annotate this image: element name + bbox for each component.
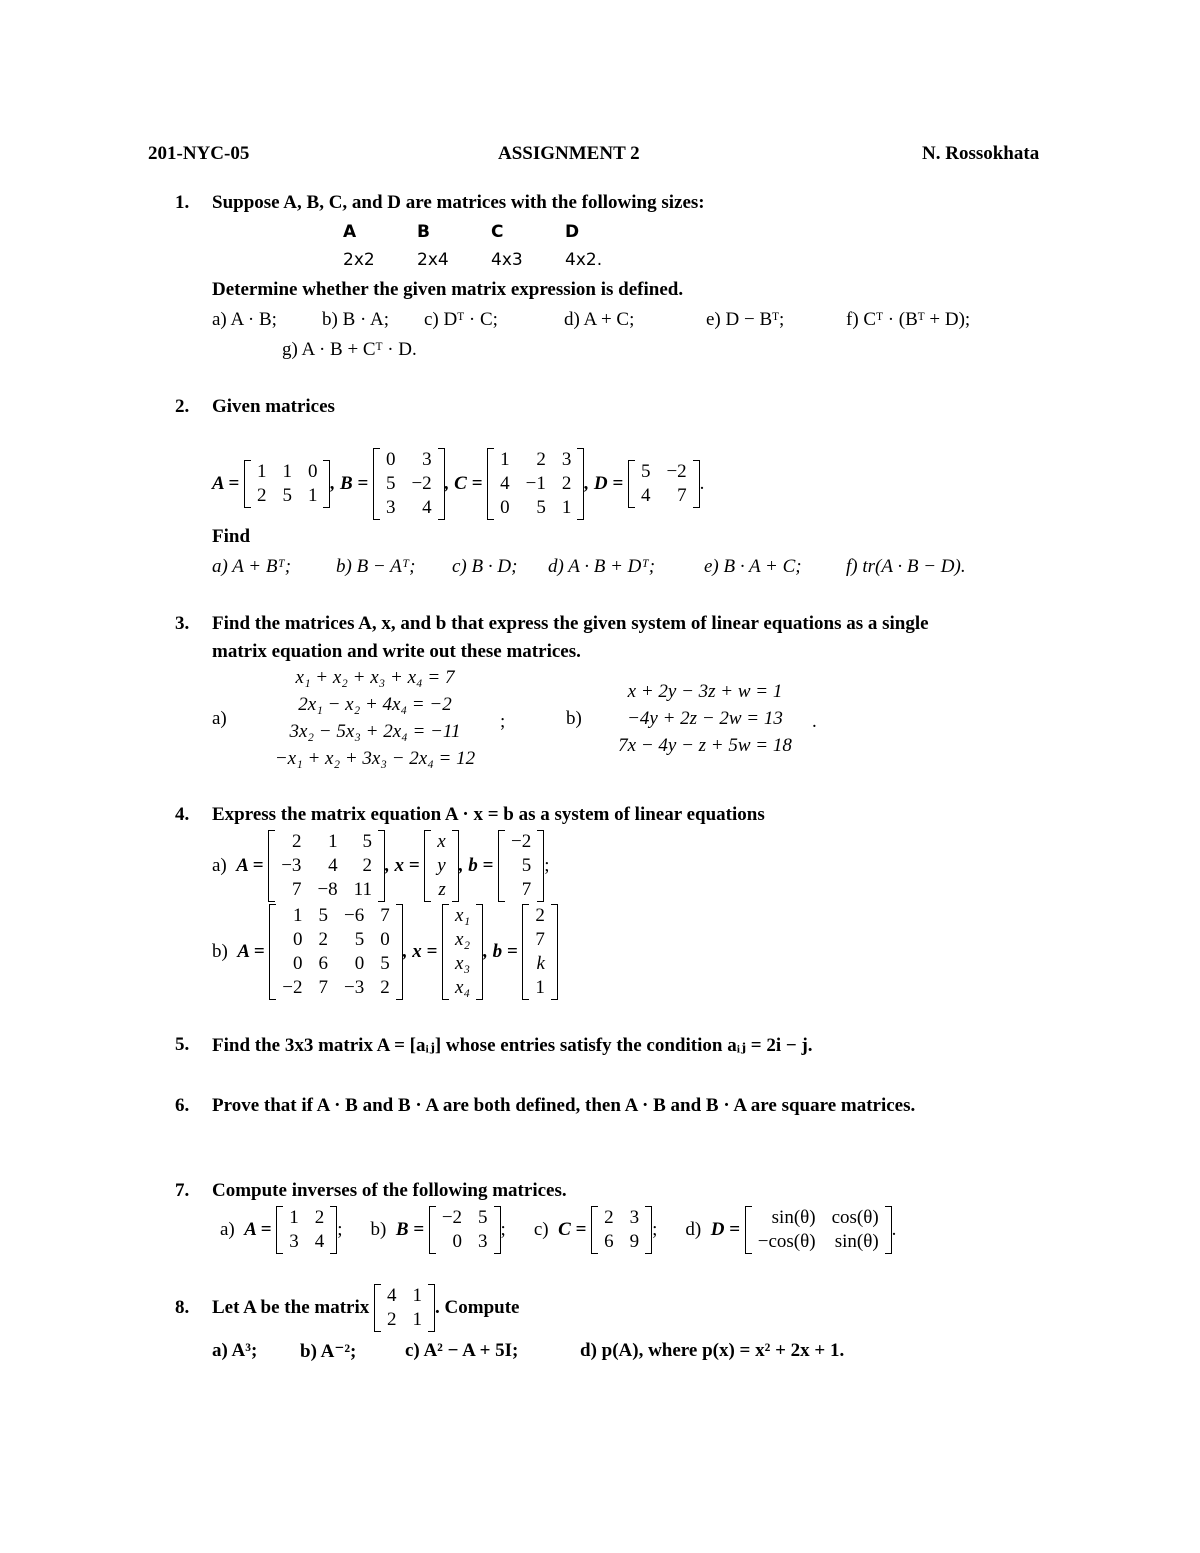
q7-number: 7. xyxy=(175,1180,190,1201)
matrix-cell: 0 xyxy=(452,1231,463,1252)
matrix-cell: −2 xyxy=(441,1207,463,1228)
vector-x xyxy=(424,830,458,902)
q2-item: c) B · D; xyxy=(452,556,518,577)
q2-item: e) B · A + C; xyxy=(704,556,802,577)
q2-find: Find xyxy=(212,526,251,547)
label-c: C = xyxy=(558,1219,587,1240)
label-b: , b = xyxy=(458,855,494,876)
q2-number: 2. xyxy=(175,396,190,417)
label-c: , C = xyxy=(444,473,483,494)
matrix-cell: 11 xyxy=(353,879,372,900)
q8-item: a) A³; xyxy=(212,1340,258,1361)
matrix-cell: 1 xyxy=(282,461,292,482)
q6-number: 6. xyxy=(175,1095,190,1116)
matrix-cell: cos(θ) xyxy=(831,1207,879,1228)
matrix-cell: 2 xyxy=(387,1309,397,1330)
matrix-c xyxy=(591,1206,652,1254)
q1-item: c) Dᵀ · C; xyxy=(424,309,498,330)
label-b: B = xyxy=(395,1219,425,1240)
q7-prompt: Compute inverses of the following matrices. xyxy=(212,1180,567,1201)
matrix-cell: 2 xyxy=(362,855,372,876)
label-b: , B = xyxy=(330,473,369,494)
label-d: , D = xyxy=(584,473,624,494)
matrix-cell: 0 xyxy=(500,497,510,518)
matrix-a xyxy=(268,830,385,902)
equation: 7x − 4y − z + 5w = 18 xyxy=(618,735,792,756)
matrix-cell: 2 xyxy=(256,485,267,506)
semicolon: ; xyxy=(337,1219,343,1240)
matrix-c xyxy=(487,448,584,520)
matrix-cell: 1 xyxy=(256,461,267,482)
matrix-cell: x₂ xyxy=(455,929,471,950)
q4-prompt: Express the matrix equation A · x = b as a system of linear equations xyxy=(212,804,765,825)
q3b-system xyxy=(590,678,820,759)
q4a-label: a) xyxy=(212,855,227,876)
matrix-cell: 7 xyxy=(318,977,328,998)
q1-item: f) Cᵀ · (Bᵀ + D); xyxy=(846,309,971,330)
equation: −x₁ + x₂ + 3x₃ − 2x₄ = 12 xyxy=(274,748,476,769)
matrix-cell: 4 xyxy=(328,855,338,876)
matrix-cell: 1 xyxy=(535,977,545,998)
matrix-cell: 2 xyxy=(380,977,390,998)
matrix-cell: 0 xyxy=(307,461,318,482)
label-a: A = xyxy=(237,941,265,962)
label-d: D = xyxy=(710,1219,741,1240)
matrix-a xyxy=(374,1284,435,1332)
matrix-cell: 3 xyxy=(561,449,572,470)
matrix-cell: −1 xyxy=(525,473,546,494)
vector-b xyxy=(522,904,558,1000)
q2-item: b) B − Aᵀ; xyxy=(336,556,416,577)
q7a-label: a) xyxy=(220,1219,235,1240)
matrix-cell: 1 xyxy=(289,1207,299,1228)
q1-item: a) A · B; xyxy=(212,309,277,330)
matrix-cell: 9 xyxy=(629,1231,640,1252)
matrix-cell: 5 xyxy=(380,953,390,974)
q1-size-table xyxy=(342,221,638,277)
size-name: B xyxy=(417,222,430,242)
matrix-cell: 4 xyxy=(640,485,651,506)
q4-number: 4. xyxy=(175,804,190,825)
matrix-cell: 5 xyxy=(385,473,396,494)
q7d-label: d) xyxy=(685,1219,702,1240)
matrix-cell: z xyxy=(438,879,446,900)
q2-item: f) tr(A · B − D). xyxy=(846,556,966,577)
matrix-cell: −3 xyxy=(281,855,302,876)
q8-item: b) A⁻²; xyxy=(300,1341,357,1362)
matrix-cell: −2 xyxy=(511,831,532,852)
matrix-cell: 5 xyxy=(354,929,365,950)
period: . xyxy=(699,473,705,494)
equation: 3x₂ − 5x₃ + 2x₄ = −11 xyxy=(289,721,461,742)
label-a: A = xyxy=(212,473,240,494)
matrix-cell: k xyxy=(536,953,545,974)
q2-item: a) A + Bᵀ; xyxy=(212,556,292,577)
q4a-equation xyxy=(212,830,550,902)
q7c-label: c) xyxy=(533,1219,549,1240)
matrix-cell: 5 xyxy=(362,831,372,852)
matrix-cell: 1 xyxy=(412,1285,423,1306)
matrix-cell: 7 xyxy=(291,879,302,900)
size-value: 2x4 xyxy=(417,250,449,270)
q7b-label: b) xyxy=(370,1219,387,1240)
matrix-cell: 5 xyxy=(521,855,532,876)
matrix-cell: 7 xyxy=(677,485,687,506)
label-a: A = xyxy=(236,855,264,876)
matrix-cell: 4 xyxy=(314,1231,325,1252)
q3b-label: b) xyxy=(566,708,582,729)
matrix-a xyxy=(269,904,402,1000)
matrix-cell: 3 xyxy=(422,449,432,470)
matrix-cell: 4 xyxy=(422,497,432,518)
q3a-system xyxy=(240,664,510,772)
matrix-a xyxy=(244,460,331,508)
q1-item: b) B · A; xyxy=(322,309,390,330)
matrix-cell: 1 xyxy=(412,1309,423,1330)
equation: x₁ + x₂ + x₃ + x₄ = 7 xyxy=(295,667,455,688)
q3-prompt-line1: Find the matrices A, x, and b that express the given system of linear equations as a single xyxy=(212,613,929,634)
label-x: , x = xyxy=(384,855,420,876)
q8-prompt: Let A be the matrix xyxy=(212,1297,370,1318)
matrix-cell: 5 xyxy=(282,485,292,506)
q2-matrices xyxy=(212,448,704,520)
q3a-end: ; xyxy=(500,711,506,732)
size-name: C xyxy=(491,222,504,242)
q8-item: c) A² − A + 5I; xyxy=(405,1340,519,1361)
equation: −4y + 2z − 2w = 13 xyxy=(627,708,783,729)
matrix-cell: 2 xyxy=(291,831,302,852)
q1-item: e) D − Bᵀ; xyxy=(706,309,785,330)
semicolon: ; xyxy=(652,1219,658,1240)
matrix-cell: 2 xyxy=(561,473,572,494)
q1-number: 1. xyxy=(175,192,190,213)
label-b: , b = xyxy=(483,941,518,962)
q1-item: g) A · B + Cᵀ · D. xyxy=(282,339,417,360)
q4b-label: b) xyxy=(212,941,228,962)
matrix-cell: 0 xyxy=(293,929,303,950)
q2-item: d) A · B + Dᵀ; xyxy=(548,556,656,577)
period: . xyxy=(891,1219,897,1240)
q3b-end: . xyxy=(812,711,817,732)
matrix-cell: −2 xyxy=(282,977,303,998)
matrix-cell: 1 xyxy=(500,449,510,470)
matrix-cell: 2 xyxy=(535,905,545,926)
matrix-cell: 3 xyxy=(629,1207,640,1228)
size-value: 2x2 xyxy=(343,250,375,270)
q5-number: 5. xyxy=(175,1034,190,1055)
matrix-cell: −2 xyxy=(666,461,687,482)
matrix-cell: −8 xyxy=(317,879,338,900)
matrix-d xyxy=(745,1206,892,1254)
matrix-cell: 7 xyxy=(535,929,545,950)
vector-x xyxy=(442,904,483,1000)
equation: 2x₁ − x₂ + 4x₄ = −2 xyxy=(298,694,452,715)
matrix-cell: −6 xyxy=(344,905,365,926)
q8-compute: . Compute xyxy=(435,1297,520,1318)
matrix-cell: 1 xyxy=(293,905,303,926)
matrix-cell: 2 xyxy=(536,449,546,470)
matrix-b xyxy=(429,1206,501,1254)
matrix-cell: 1 xyxy=(328,831,338,852)
matrix-a xyxy=(276,1206,337,1254)
q3-number: 3. xyxy=(175,613,190,634)
q6-text: Prove that if A · B and B · A are both defined, then A · B and B · A are square matrices. xyxy=(212,1095,916,1116)
matrix-cell: x₁ xyxy=(455,905,471,926)
matrix-cell: 3 xyxy=(385,497,396,518)
matrix-cell: 6 xyxy=(318,953,328,974)
label-x: , x = xyxy=(402,941,438,962)
matrix-cell: 5 xyxy=(536,497,546,518)
matrix-cell: x xyxy=(437,831,446,852)
matrix-cell: x₄ xyxy=(455,977,471,998)
size-value: 4x3 xyxy=(491,250,523,270)
matrix-cell: 3 xyxy=(289,1231,299,1252)
q5-text: Find the 3x3 matrix A = [aᵢⱼ] whose entries satisfy the condition aᵢⱼ = 2i − j. xyxy=(212,1035,813,1056)
matrix-cell: 4 xyxy=(387,1285,397,1306)
author-name: N. Rossokhata xyxy=(922,143,1040,164)
q2-prompt: Given matrices xyxy=(212,396,335,417)
matrix-cell: −3 xyxy=(344,977,365,998)
assignment-title: ASSIGNMENT 2 xyxy=(498,143,640,164)
matrix-cell: −2 xyxy=(411,473,432,494)
matrix-cell: 2 xyxy=(604,1207,614,1228)
q7-matrices xyxy=(220,1206,896,1254)
matrix-cell: 6 xyxy=(604,1231,614,1252)
matrix-cell: −cos(θ) xyxy=(757,1231,816,1252)
q8-prompt-line xyxy=(175,1284,519,1332)
matrix-cell: 2 xyxy=(314,1207,325,1228)
matrix-cell: 0 xyxy=(380,929,390,950)
course-code: 201-NYC-05 xyxy=(148,143,250,164)
q1-instruction: Determine whether the given matrix expression is defined. xyxy=(212,279,684,300)
matrix-cell: 0 xyxy=(293,953,303,974)
q8-number: 8. xyxy=(175,1297,190,1318)
matrix-cell: 1 xyxy=(561,497,572,518)
label-a: A = xyxy=(244,1219,272,1240)
matrix-cell: y xyxy=(437,855,446,876)
q8-item: d) p(A), where p(x) = x² + 2x + 1. xyxy=(580,1340,845,1361)
size-name: D xyxy=(565,222,580,242)
q1-item: d) A + C; xyxy=(564,309,635,330)
matrix-cell: 5 xyxy=(318,905,328,926)
matrix-cell: 4 xyxy=(500,473,510,494)
matrix-cell: 5 xyxy=(478,1207,488,1228)
equation: x + 2y − 3z + w = 1 xyxy=(627,681,783,702)
matrix-cell: 0 xyxy=(354,953,365,974)
q3a-label: a) xyxy=(212,708,227,729)
q1-prompt: Suppose A, B, C, and D are matrices with the following sizes: xyxy=(212,192,705,213)
matrix-cell: 3 xyxy=(478,1231,488,1252)
q3-prompt-line2: matrix equation and write out these matrices. xyxy=(212,641,581,662)
vector-b xyxy=(498,830,544,902)
matrix-cell: 1 xyxy=(307,485,318,506)
semicolon: ; xyxy=(500,1219,506,1240)
size-name: A xyxy=(343,222,357,242)
matrix-cell: 7 xyxy=(521,879,532,900)
matrix-b xyxy=(373,448,445,520)
matrix-cell: sin(θ) xyxy=(771,1207,816,1228)
matrix-cell: x₃ xyxy=(455,953,471,974)
matrix-cell: 7 xyxy=(380,905,390,926)
q4b-equation xyxy=(212,904,558,1000)
matrix-cell: sin(θ) xyxy=(834,1231,879,1252)
semicolon: ; xyxy=(544,855,550,876)
matrix-d xyxy=(628,460,700,508)
matrix-cell: 2 xyxy=(318,929,328,950)
matrix-cell: 5 xyxy=(640,461,651,482)
size-value: 4x2. xyxy=(565,250,603,270)
matrix-cell: 0 xyxy=(385,449,396,470)
